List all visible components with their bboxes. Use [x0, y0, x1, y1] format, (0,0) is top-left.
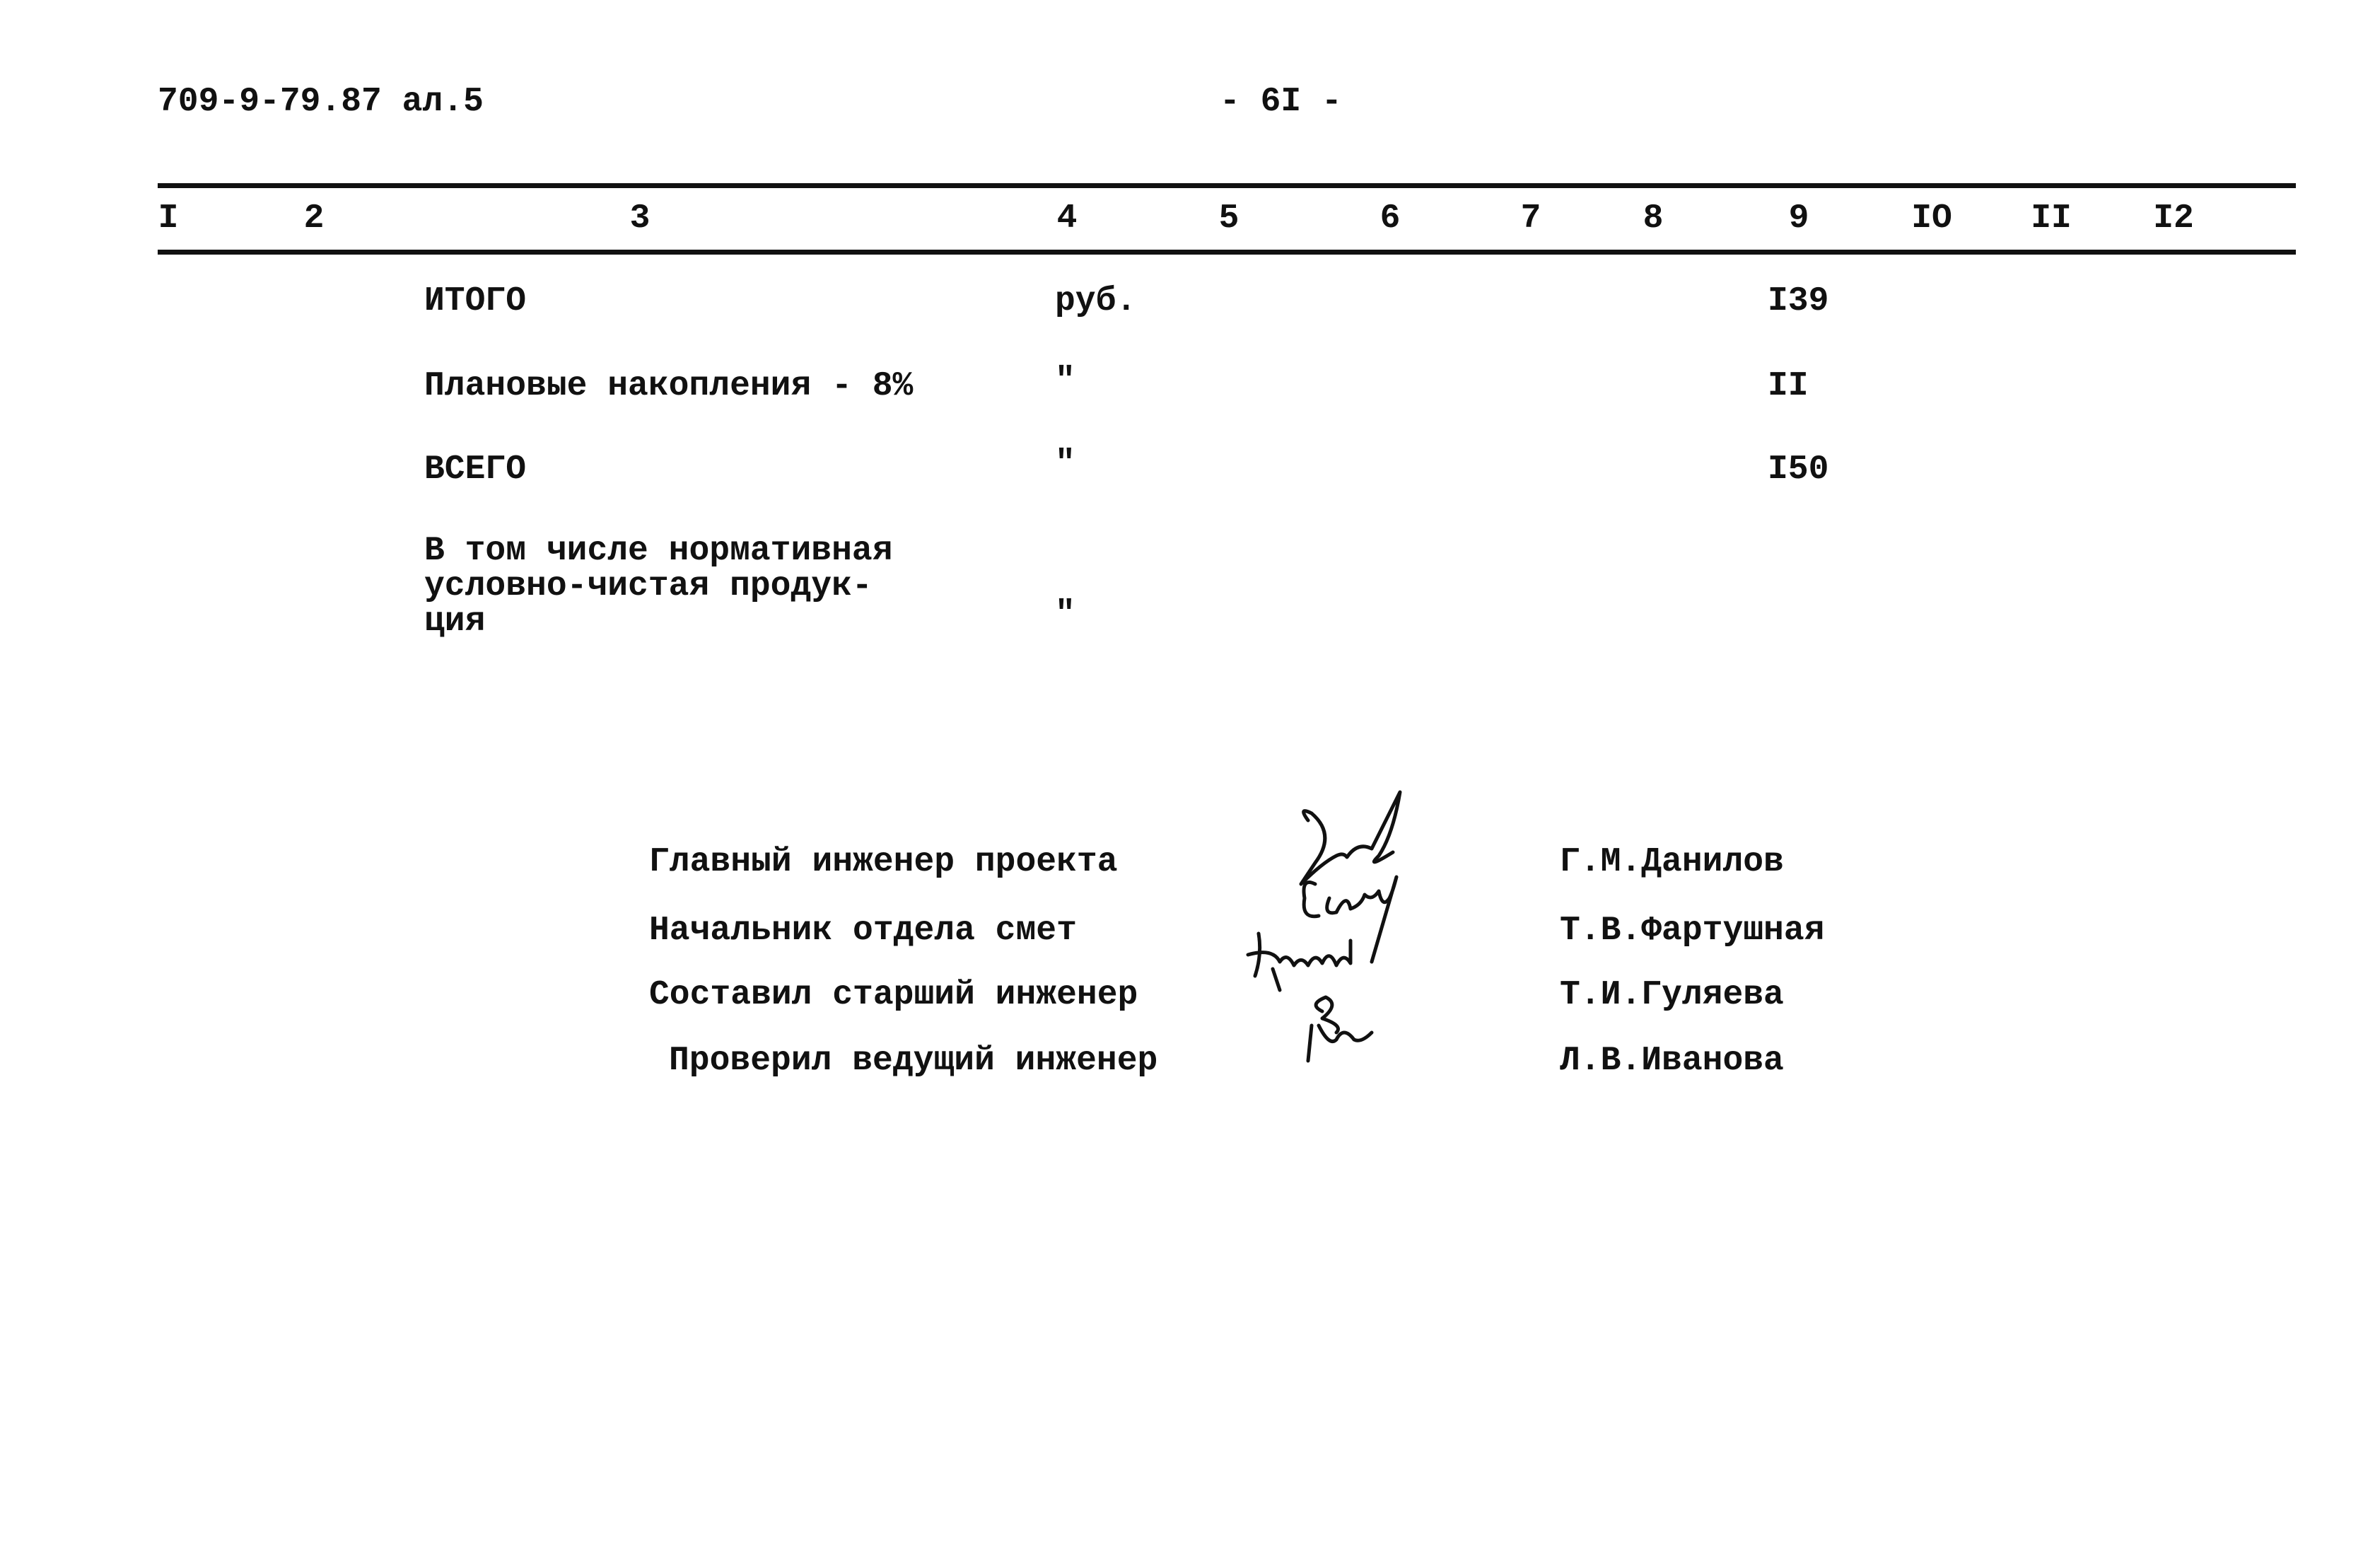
table-header-rule: [158, 250, 2296, 255]
column-number: 9: [1788, 199, 1809, 238]
column-number: 8: [1643, 199, 1664, 238]
row-name: ИТОГО: [424, 282, 527, 320]
column-number: II: [2031, 199, 2072, 238]
column-number: 2: [303, 199, 325, 238]
row-unit: ": [1055, 595, 1075, 634]
row-value: II: [1768, 367, 1809, 405]
signer-role: Начальник отдела смет: [649, 912, 1077, 950]
document-code: 709-9-79.87 ал.5: [158, 83, 484, 121]
signer-name: Т.И.Гуляева: [1560, 976, 1784, 1014]
column-number: 5: [1218, 199, 1239, 238]
handwritten-signatures: [1230, 778, 1527, 1117]
table-top-rule: [158, 183, 2296, 188]
row-name-line: условно-чистая продук-: [424, 567, 873, 605]
row-unit: руб.: [1055, 282, 1137, 320]
signer-role: Составил старший инженер: [649, 976, 1138, 1014]
column-number: 6: [1379, 199, 1401, 238]
row-name: ВСЕГО: [424, 451, 527, 489]
column-number: I2: [2153, 199, 2194, 238]
row-name-line: ция: [424, 603, 486, 641]
row-unit: ": [1055, 445, 1075, 483]
signer-role: Главный инженер проекта: [649, 843, 1118, 881]
column-number: IO: [1911, 199, 1952, 238]
column-number: 7: [1520, 199, 1541, 238]
page-number: - 6I -: [1220, 83, 1342, 121]
column-number: 4: [1056, 199, 1078, 238]
column-number: I: [158, 199, 179, 238]
column-number: 3: [629, 199, 651, 238]
signer-name: Л.В.Иванова: [1560, 1042, 1784, 1080]
signer-name: Т.В.Фартушная: [1560, 912, 1825, 950]
row-unit: ": [1055, 362, 1075, 400]
row-value: I39: [1768, 282, 1829, 320]
row-name-line: В том числе нормативная: [424, 532, 893, 570]
row-value: I50: [1768, 451, 1829, 489]
signer-name: Г.М.Данилов: [1560, 843, 1784, 881]
row-name: Плановые накопления - 8%: [424, 367, 914, 405]
signer-role: Проверил ведущий инженер: [669, 1042, 1158, 1080]
